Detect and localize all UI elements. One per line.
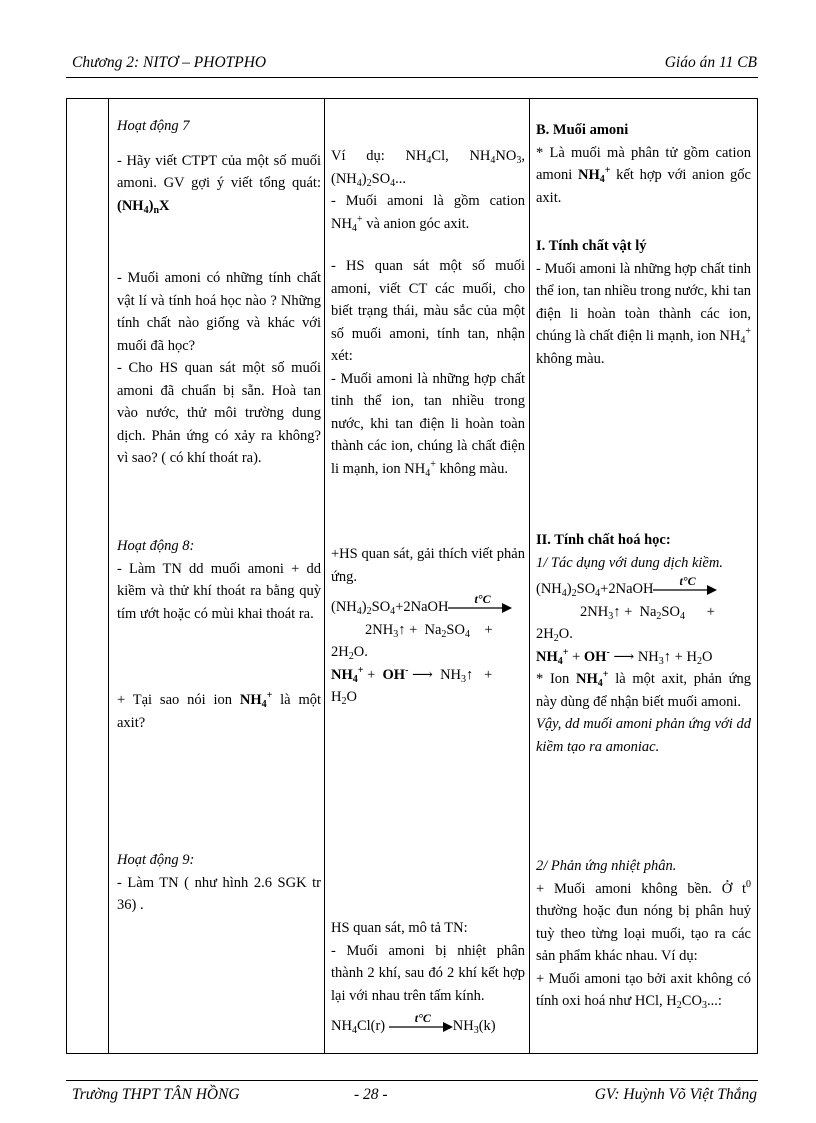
chemical-properties: II. Tính chất hoá học: 1/ Tác dụng với dung dịch kiềm. $(NH_4)_2SO_4+2NaOH$ t°C $2NH_3↑ + Na_2SO_4$ + $2H_2O$. $NH_4^+ + OH^-$ ⟶ $NH_3↑ + H_2O$ * Ion $NH_4^+$ là một axit, phản ứng này dùng để nhận biết muối amoni. Vậy, dd muối amoni phản ứng với dd kiềm tạo ra amoniac. — [536, 529, 751, 758]
thermal-title: 2/ Phản ứng nhiệt phân. — [536, 858, 677, 874]
physical-properties: I. Tính chất vật lý - Muối amoni là những hợp chất tinh thể ion, tan nhiều trong nước, khi tan điện li hoàn toàn thành các ion, chúng là chất điện li mạnh, ion $NH_4^+$ không màu. — [536, 235, 751, 370]
page-number: - 28 - — [354, 1086, 388, 1103]
equation-1: $(NH_4)_2SO_4+2NaOH$ t°C — [331, 596, 525, 619]
activity-9 — [117, 849, 321, 917]
lesson-plan-label: Giáo án 11 CB — [664, 54, 757, 71]
equation-2b: $NH_4^+ + OH^-$ ⟶ $NH_3↑ + H_2O$ — [536, 646, 713, 667]
section-b-title: B. Muối amoni — [536, 122, 629, 138]
activity-7-text: - Hãy viết CTPT của một số muối amoni. GV gợi ý viết tổng quát: — [117, 152, 321, 191]
heat-arrow: t°C — [389, 1021, 453, 1033]
activity-8-title: Hoạt động 8: — [117, 538, 195, 554]
question-properties: - Muối amoni có những tính chất vật lí và tính hoá học nào ? Những tính chất nào giống và khác với muối đã học? - Cho HS quan sát một số muối amoni đã chuẩn bị sẵn. Hoà tan vào nước, thử môi trường dung dịch. Phản ứng có xảy ra không? vì sao? ( có khí thoát ra). — [117, 267, 321, 470]
school-name: Trường THPT TÂN HỒNG — [72, 1086, 240, 1103]
activity-7 — [117, 115, 321, 217]
general-formula: $(NH_4)_nX$ — [117, 197, 170, 216]
lesson-table — [66, 98, 758, 1054]
physical-properties-title: I. Tính chất vật lý — [536, 238, 647, 254]
teacher-name: GV: Huỳnh Võ Việt Thắng — [594, 1086, 757, 1103]
header-rule — [66, 77, 758, 78]
chapter-title: Chương 2: NITƠ – PHOTPHO — [72, 54, 267, 71]
equation-2: $NH_4^+ + OH^-$ ⟶ $NH_3↑$ + — [331, 664, 493, 685]
activity-9-title: Hoạt động 9: — [117, 852, 195, 868]
conclusion: Vậy, dd muối amoni phản ứng với dd kiềm tạo ra amoniac. — [536, 716, 751, 755]
example-salts: Ví dụ: $NH_4Cl$, $NH_4NO_3$, $(NH_4)_2SO_4$... - Muối amoni là gồm cation $NH_4^+$ và anion góc axit. — [331, 148, 525, 234]
activity-7-title: Hoạt động 7 — [117, 118, 190, 134]
student-describe: HS quan sát, mô tả TN: - Muối amoni bị nhiệt phân thành 2 khí, sau đó 2 khí kết hợp lại với nhau trên tấm kính. $NH_4Cl(r)$ t°C $NH_3(k)$ — [331, 920, 525, 1036]
chemical-properties-title: II. Tính chất hoá học: — [536, 532, 671, 548]
heat-arrow: t°C — [448, 602, 512, 614]
ammonium-ion: $NH_4^+$ — [239, 690, 273, 710]
activity-9-text: - Làm TN ( như hình 2.6 SGK tr 36) . — [117, 874, 321, 913]
question-observe: - Cho HS quan sát một số muối amoni đã chuẩn bị sẵn. Hoà tan vào nước, thử môi trường dung dịch. Phản ứng có xảy ra không? vì sao? ( có khí thoát ra). — [117, 360, 321, 466]
equation-3: $NH_4Cl(r)$ t°C $NH_3(k)$ — [331, 1010, 496, 1036]
activity-8-text: - Làm TN dd muối amoni + dd kiềm và thử khí thoát ra bằng quỳ tím ướt hoặc có mùi khai thoát ra. — [117, 560, 321, 622]
thermal-decomposition: 2/ Phản ứng nhiệt phân. + Muối amoni không bền. Ở $t^0$ thường hoặc đun nóng bị phân huỷ tuỳ theo từng loại muối, tạo ra các sản phẩm khác nhau. Ví dụ: + Muối amoni tạo bởi axit không có tính oxi hoá như HCl, $H_2CO_3$...: — [536, 855, 751, 1013]
reaction-explanation: +HS quan sát, gải thích viết phản ứng. $(NH_4)_2SO_4+2NaOH$ t°C $2NH_3↑ + Na_2SO_4$ + $2H_2O$. $NH_4^+ + OH^-$ ⟶ $NH_3↑$ + $H_2O$ — [331, 546, 525, 707]
section-b: B. Muối amoni * Là muối mà phân tử gồm cation amoni $NH_4^+$ kết hợp với anion gốc axit. — [536, 119, 751, 209]
question-acid: + Tại sao nói ion $NH_4^+$ là một axit? — [117, 690, 322, 731]
equation-1b: $(NH_4)_2SO_4+2NaOH$ t°C — [536, 578, 751, 601]
heat-arrow: t°C — [653, 584, 717, 596]
student-observation: - HS quan sát một số muối amoni, viết CT các muối, cho biết trạng thái, màu sắc của một số muối amoni, tính tan, nhận xét: - Muối amoni là những hợp chất tinh thể ion, tan nhiều trong nước, khi tan điện li hoàn toàn thành các ion, chúng là chất điện li mạnh, ion $NH_4^+$ không màu. — [331, 258, 525, 479]
activity-8 — [117, 535, 321, 625]
footer-rule — [66, 1080, 758, 1081]
